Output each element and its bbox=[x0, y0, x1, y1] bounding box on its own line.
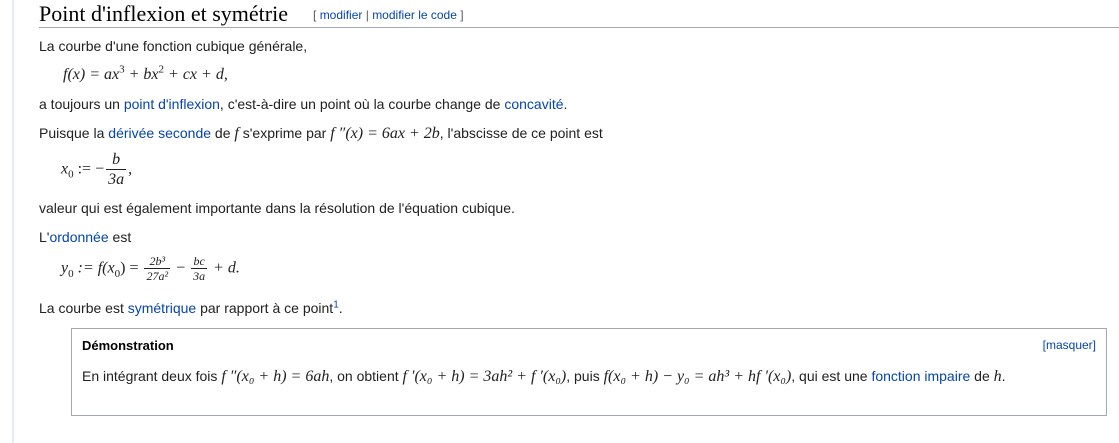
paragraph-4: valeur qui est également importante dans la résolution de l'équation cubique. bbox=[39, 200, 515, 216]
paragraph-2: a toujours un point d'inflexion, c'est-à-dire un point où la courbe change de concavité. bbox=[39, 96, 568, 112]
edit-section: [ modifier | modifier le code ] bbox=[313, 8, 464, 22]
hide-toggle[interactable]: [masquer] bbox=[1042, 338, 1096, 352]
edit-link[interactable]: modifier bbox=[319, 8, 363, 22]
paragraph-6: La courbe est symétrique par rapport à ce point$^1$. bbox=[39, 299, 343, 316]
link-fonction-impaire[interactable]: fonction impaire bbox=[871, 368, 971, 384]
equation-x0: $x_0$ := − $\frac{b}{3a}$ , bbox=[61, 151, 133, 189]
equation-cubic: $f(x) = ax^3 + bx^2$ + cx + d, bbox=[63, 63, 228, 83]
section-title: Point d'inflexion et symétrie bbox=[39, 1, 288, 26]
fraction-bc-3a: $\frac{bc}{3a}$ bbox=[193, 254, 206, 284]
paragraph-5: L'ordonnée est bbox=[39, 229, 132, 245]
link-ordonnee[interactable]: ordonnée bbox=[49, 229, 109, 245]
link-derivee-seconde[interactable]: dérivée seconde bbox=[108, 125, 212, 141]
link-symetrique[interactable]: symétrique bbox=[127, 300, 197, 316]
paragraph-1: La courbe d'une fonction cubique générale, bbox=[39, 38, 308, 54]
demonstration-title: Démonstration bbox=[82, 338, 174, 353]
equation-y0: $y_0$ := $f(x_0)$ = $\frac{\text{2b³}}{\text{27a²}}$ − $\frac{bc}{3a}$ + d. bbox=[61, 254, 240, 284]
paragraph-3: Puisque la dérivée seconde de f s'exprime par f ″(x) = 6ax + 2b, l'abscisse de ce point est bbox=[39, 125, 603, 142]
demonstration-text: En intégrant deux fois f ″(x₀ + h) = 6ah, on obtient f ′(x₀ + h) = 3ah² + f ′(x₀), puis f(x₀ + h) − y₀ = ah³ + hf ′(x₀), qui est une fonction impaire de h. bbox=[82, 368, 1006, 385]
reference-link[interactable]: 1 bbox=[333, 299, 339, 311]
edit-code-link[interactable]: modifier le code bbox=[372, 8, 457, 22]
section-heading bbox=[39, 0, 1119, 28]
link-concavite[interactable]: concavité bbox=[504, 96, 564, 112]
fraction-b-3a: $\frac{b}{3a}$ bbox=[108, 151, 125, 189]
link-point-inflexion[interactable]: point d'inflexion bbox=[123, 96, 220, 112]
demonstration-box bbox=[71, 328, 1107, 416]
left-border bbox=[12, 0, 14, 443]
fraction-2b3-27a2: $\frac{\text{2b³}}{\text{27a²}}$ bbox=[146, 254, 169, 284]
